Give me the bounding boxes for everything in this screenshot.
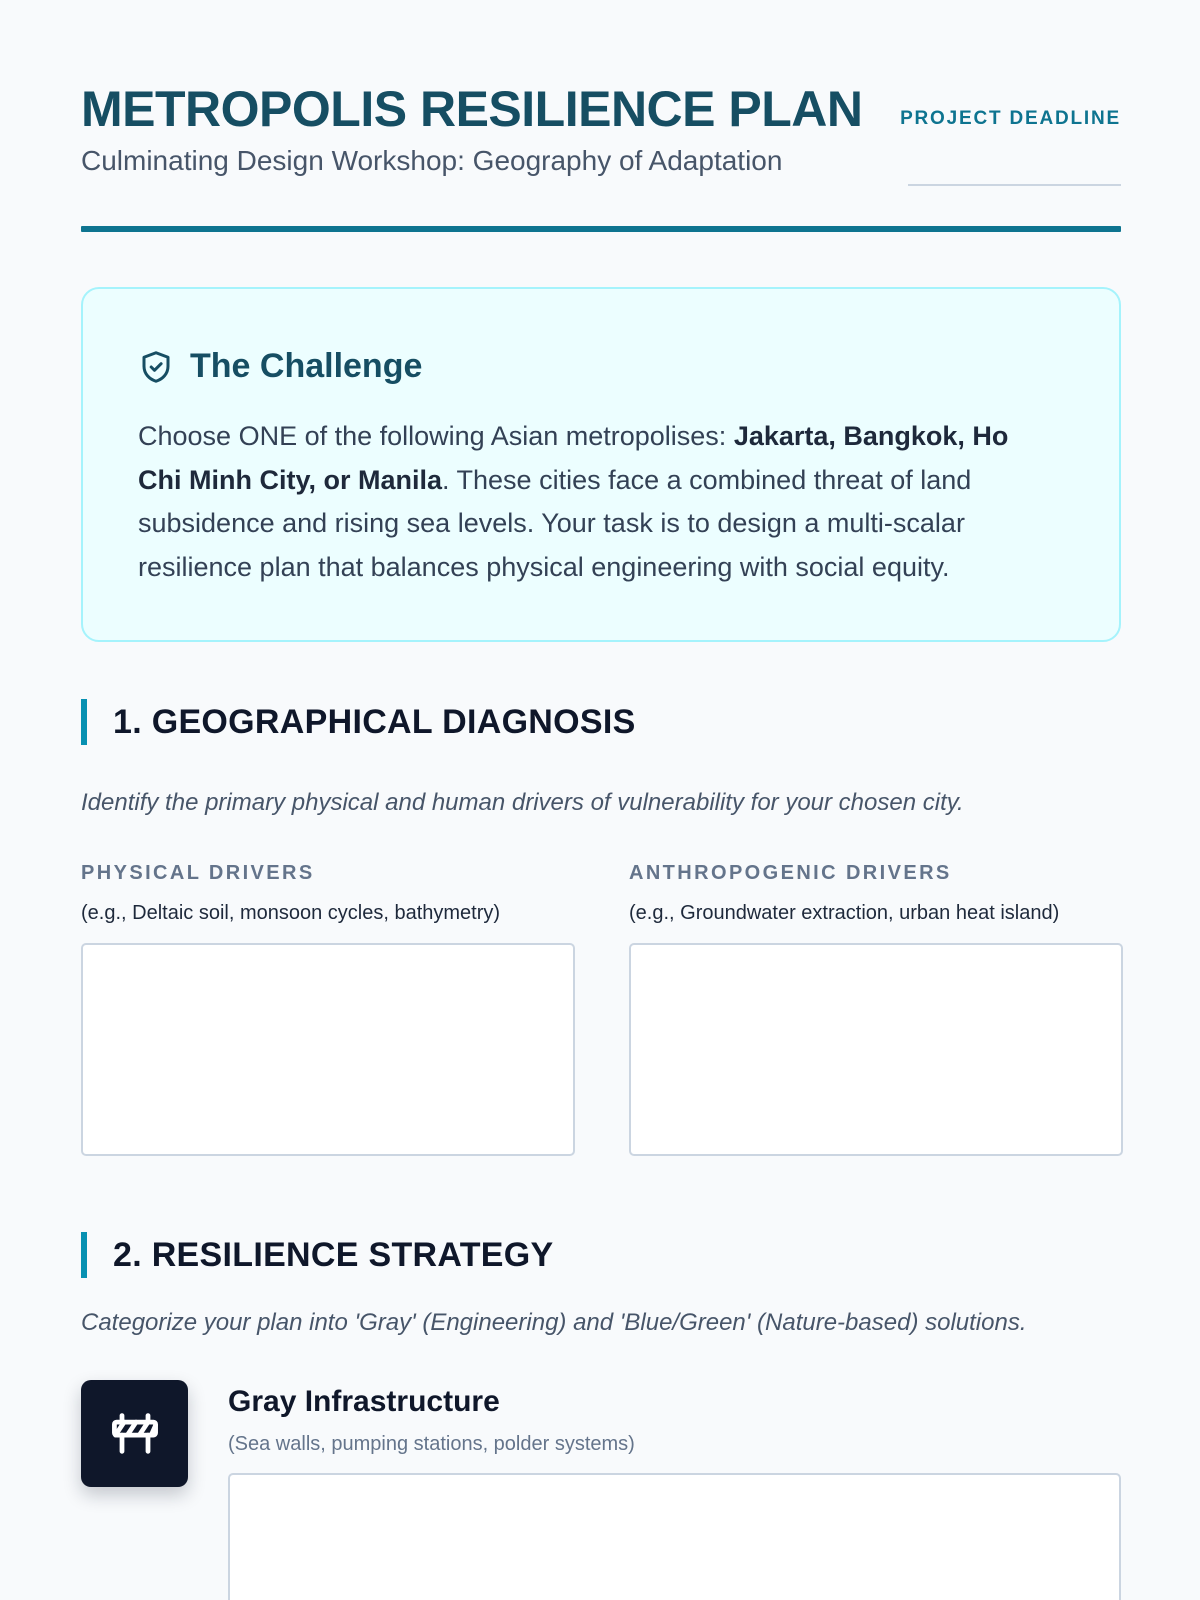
anthropogenic-drivers-label: ANTHROPOGENIC DRIVERS: [629, 862, 952, 884]
page-title: METROPOLIS RESILIENCE PLAN: [81, 81, 863, 137]
page-header: [81, 0, 1121, 236]
physical-drivers-input[interactable]: [81, 943, 575, 1156]
deadline-field[interactable]: [908, 184, 1121, 186]
section-title-diagnosis: 1. GEOGRAPHICAL DIAGNOSIS: [113, 702, 636, 741]
shield-check-icon: [138, 349, 174, 385]
gray-infrastructure-icon-tile: [81, 1380, 188, 1487]
physical-drivers-hint: (e.g., Deltaic soil, monsoon cycles, bathymetry): [81, 902, 501, 924]
anthropogenic-drivers-input[interactable]: [629, 943, 1123, 1156]
section-description-strategy: Categorize your plan into 'Gray' (Engineering) and 'Blue/Green' (Nature-based) solutions.: [81, 1309, 1027, 1336]
challenge-text: [138, 415, 1058, 589]
section-description-diagnosis: Identify the primary physical and human drivers of vulnerability for your chosen city.: [81, 789, 964, 816]
challenge-heading: [138, 347, 422, 386]
section-accent-bar: [81, 1232, 87, 1278]
gray-infrastructure-hint: (Sea walls, pumping stations, polder systems): [228, 1433, 635, 1455]
physical-drivers-label: PHYSICAL DRIVERS: [81, 862, 315, 884]
challenge-intro: Choose ONE of the following Asian metropolises:: [138, 421, 734, 451]
header-divider: [81, 226, 1121, 232]
section-title-strategy: 2. RESILIENCE STRATEGY: [113, 1235, 554, 1274]
deadline-label: PROJECT DEADLINE: [900, 108, 1121, 129]
anthropogenic-drivers-group: [629, 862, 1123, 925]
section-accent-bar: [81, 699, 87, 745]
gray-infrastructure-title: Gray Infrastructure: [228, 1385, 500, 1418]
worksheet-page: [81, 0, 1121, 1455]
road-barrier-icon: [109, 1408, 161, 1460]
challenge-title: The Challenge: [190, 347, 423, 385]
gray-infrastructure-input[interactable]: [228, 1473, 1121, 1600]
page-subtitle: Culminating Design Workshop: Geography of Adaptation: [81, 145, 783, 176]
challenge-body: . These cities face a combined threat of land subsidence and rising sea levels. Your task is to design a multi-scalar resilience plan that balances physical engineering with social equity.: [138, 464, 972, 582]
section-heading-strategy: [81, 1232, 553, 1278]
challenge-cities: Jakarta, Bangkok, Ho Chi Minh City, or Manila: [138, 421, 1009, 495]
physical-drivers-group: [81, 862, 575, 925]
challenge-card: [81, 287, 1121, 642]
section-heading-diagnosis: [81, 699, 636, 745]
anthropogenic-drivers-hint: (e.g., Groundwater extraction, urban heat island): [629, 902, 1060, 924]
